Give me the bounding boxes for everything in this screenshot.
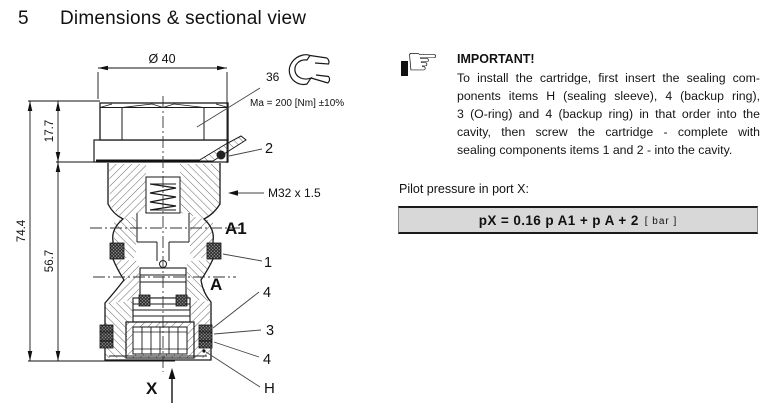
wrench-icon xyxy=(289,55,329,85)
seal-4-bot-left xyxy=(100,341,113,348)
pilot-pressure-formula: pX = 0.16 p A1 + p A + 2 xyxy=(478,212,639,228)
item-4-top-label: 4 xyxy=(263,285,272,301)
item-2-label: 2 xyxy=(265,141,274,157)
torque-label: Ma = 200 [Nm] ±10% xyxy=(250,98,345,109)
note-line: 3 (O-ring) and 4 (backup ring) in that order into the xyxy=(457,107,760,121)
thread-label: M32 x 1.5 xyxy=(268,186,321,200)
wrench-size-label: 36 xyxy=(266,70,280,84)
seal-4-bot-right xyxy=(199,341,212,348)
sleeve-dot xyxy=(202,349,205,352)
note-line: sealing components items 1 and 2 - into the cavity. xyxy=(457,143,733,157)
note-line: cavity, then screw the cartridge - complete with xyxy=(457,125,760,139)
sealing-sleeve-h xyxy=(126,322,206,358)
port-x-label: X xyxy=(146,379,158,398)
important-note-icon xyxy=(399,41,451,86)
item-4-bottom-label: 4 xyxy=(263,352,272,368)
note-line: ponents items H (sealing sleeve), 4 (backup ring), xyxy=(457,89,760,103)
hex-head xyxy=(100,103,228,140)
dim-total-height-label: 74.4 xyxy=(16,219,28,243)
seal-3-right xyxy=(199,332,212,341)
piston-seal-right xyxy=(176,295,187,306)
dim-body-height-label: 56.7 xyxy=(44,249,56,273)
thread-arrowhead xyxy=(228,190,238,195)
pilot-pressure-label: Pilot pressure in port X: xyxy=(399,182,529,196)
section-number: 5 xyxy=(18,8,29,29)
seal-1-right xyxy=(207,243,221,259)
o-ring-seal-2 xyxy=(217,151,226,160)
note-line: To install the cartridge, first insert the sealing com- xyxy=(457,71,760,85)
important-note-body xyxy=(457,69,760,159)
important-note-title: IMPORTANT! xyxy=(457,52,535,66)
item-h-label: H xyxy=(264,380,275,397)
seal-4-top-right xyxy=(199,325,212,332)
port-x-arrow xyxy=(169,368,176,403)
page-title: Dimensions & sectional view xyxy=(60,8,307,29)
item-3-label: 3 xyxy=(266,323,275,339)
seal-3-left xyxy=(100,332,113,341)
dim-head-height-label: 17.7 xyxy=(44,119,56,143)
pointing-hand-icon: ☞ xyxy=(406,41,440,82)
item-1-label: 1 xyxy=(264,255,273,271)
seal-1-left xyxy=(110,243,124,259)
port-a-label: A xyxy=(210,275,223,294)
piston xyxy=(133,268,190,322)
seal-4-top-left xyxy=(100,325,113,332)
port-a1-label: A1 xyxy=(225,219,247,238)
piston-seal-left xyxy=(139,295,150,306)
dim-diameter-label: Ø 40 xyxy=(148,52,176,66)
pilot-pressure-formula-box xyxy=(398,206,758,234)
pilot-pressure-unit: [ bar ] xyxy=(644,215,678,227)
